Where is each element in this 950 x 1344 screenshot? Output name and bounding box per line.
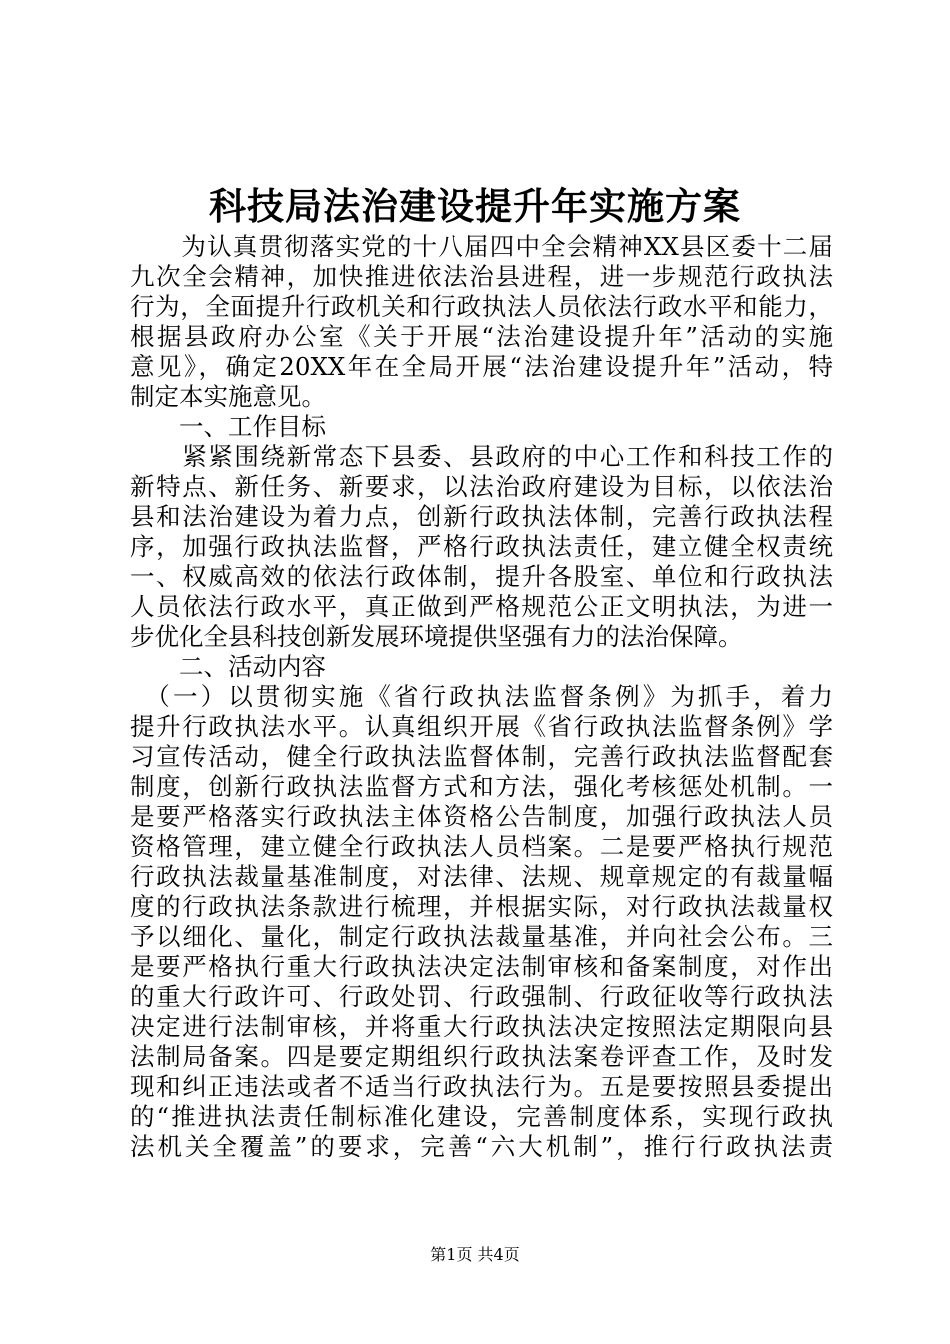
- text-line: 决定进行法制审核，并将重大行政执法决定按照法定期限向县: [130, 1012, 833, 1041]
- text-line: 新特点、新任务、新要求，以法治政府建设为目标，以依法治: [130, 472, 833, 501]
- text-line: 县和法治建设为着力点，创新行政执法体制，完善行政执法程: [130, 502, 833, 531]
- text-line: 一、权威高效的依法行政体制，提升各股室、单位和行政执法: [130, 562, 833, 591]
- text-line: 为认真贯彻落实党的十八届四中全会精神XX县区委十二届: [130, 232, 833, 261]
- text-line: 制定本实施意见。: [130, 382, 326, 411]
- text-line: 资格管理，建立健全行政执法人员档案。二是要严格执行规范: [130, 832, 833, 861]
- text-line: 法机关全覆盖”的要求，完善“六大机制”，推行行政执法责: [130, 1132, 833, 1161]
- text-line: 现和纠正违法或者不适当行政执法行为。五是要按照县委提出: [130, 1072, 833, 1101]
- page-number-footer: 第1页 共4页: [430, 1245, 520, 1264]
- text-line: 是要严格落实行政执法主体资格公告制度，加强行政执法人员: [130, 802, 833, 831]
- text-line: 习宣传活动，健全行政执法监督体制，完善行政执法监督配套: [130, 742, 833, 771]
- text-line: 的“推进执法责任制标准化建设，完善制度体系，实现行政执: [130, 1102, 833, 1131]
- text-line: 序，加强行政执法监督，严格行政执法责任，建立健全权责统: [130, 532, 833, 561]
- text-line: 是要严格执行重大行政执法决定法制审核和备案制度，对作出: [130, 952, 833, 981]
- text-line: 行为，全面提升行政机关和行政执法人员依法行政水平和能力，: [130, 292, 833, 321]
- section-heading: 二、活动内容: [130, 652, 326, 681]
- document-title: 科技局法治建设提升年实施方案: [209, 184, 741, 228]
- text-line: 法制局备案。四是要定期组织行政执法案卷评查工作，及时发: [130, 1042, 833, 1071]
- text-line: 根据县政府办公室《关于开展“法治建设提升年”活动的实施: [130, 322, 833, 351]
- text-line: 度的行政执法条款进行梳理，并根据实际，对行政执法裁量权: [130, 892, 833, 921]
- text-line: 步优化全县科技创新发展环境提供坚强有力的法治保障。: [130, 622, 743, 651]
- text-line: 九次全会精神，加快推进依法治县进程，进一步规范行政执法: [130, 262, 833, 291]
- text-line: 意见》，确定20XX年在全局开展“法治建设提升年”活动，特: [130, 352, 833, 381]
- document-body: [130, 232, 833, 1162]
- text-line: （一）以贯彻实施《省行政执法监督条例》为抓手，着力: [130, 682, 833, 711]
- text-line: 人员依法行政水平，真正做到严格规范公正文明执法，为进一: [130, 592, 833, 621]
- text-line: 制度，创新行政执法监督方式和方法，强化考核惩处机制。一: [130, 772, 833, 801]
- text-line: 予以细化、量化，制定行政执法裁量基准，并向社会公布。三: [130, 922, 833, 951]
- section-heading: 一、工作目标: [130, 412, 326, 441]
- text-line: 的重大行政许可、行政处罚、行政强制、行政征收等行政执法: [130, 982, 833, 1011]
- text-line: 行政执法裁量基准制度，对法律、法规、规章规定的有裁量幅: [130, 862, 833, 891]
- text-line: 提升行政执法水平。认真组织开展《省行政执法监督条例》学: [130, 712, 833, 741]
- text-line: 紧紧围绕新常态下县委、县政府的中心工作和科技工作的: [130, 442, 833, 471]
